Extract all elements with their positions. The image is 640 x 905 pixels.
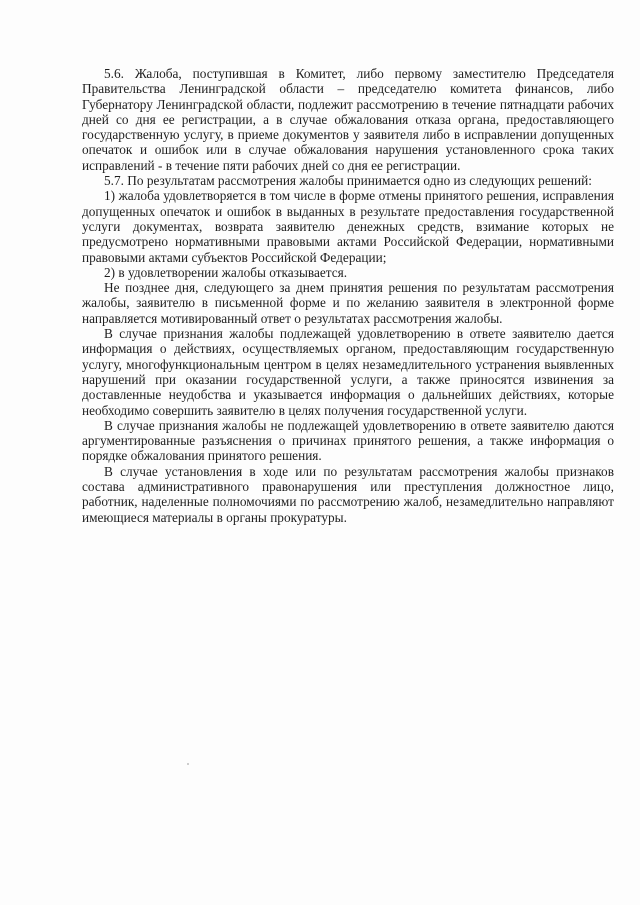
decision-item-2: 2) в удовлетворении жалобы отказывается.	[104, 264, 348, 280]
paragraph-prosecutor-referral: В случае установления в ходе или по результатам рассмотрения жалобы признаков состава административного правонарушения или преступления должностное лицо, работник, наделенные полномочиями по рассмотрению жалоб, незамедлительно направляют имеющиеся материалы в органы прокуратуры.	[82, 463, 614, 525]
paragraph-5-6: 5.6. Жалоба, поступившая в Комитет, либо первому заместителю Председателя Правительства Ленинградской области – председателю комитета финансов, либо Губернатору Ленинградской области, подлежит рассмотрению в течение пятнадцати рабочих дней со дня ее регистрации, а в случае обжалования отказа органа, предоставляющего государственную услугу, в приеме документов у заявителя либо в исправлении допущенных опечаток и ошибок или в случае обжалования нарушения установленного срока таких исправлений - в течение пяти рабочих дней со дня ее регистрации.	[82, 66, 614, 173]
paragraph-5-7: 5.7. По результатам рассмотрения жалобы принимается одно из следующих решений:	[104, 173, 592, 189]
document-body	[82, 66, 614, 525]
decision-item-1: 1) жалоба удовлетворяется в том числе в форме отмены принятого решения, исправления допущенных опечаток и ошибок в выданных в результате предоставления государственной услуги документах, возврата заявителю денежных средств, взимание которых не предусмотрено нормативными правовыми актами Российской Федерации, нормативными правовыми актами субъектов Российской Федерации;	[82, 188, 614, 265]
scan-speck	[187, 763, 189, 765]
paragraph-complaint-rejected: В случае признания жалобы не подлежащей удовлетворению в ответе заявителю даются аргументированные разъяснения о причинах принятого решения, а также информация о порядке обжалования принятого решения.	[82, 417, 614, 464]
paragraph-response-deadline: Не позднее дня, следующего за днем принятия решения по результатам рассмотрения жалобы, заявителю в письменной форме и по желанию заявителя в электронной форме направляется мотивированный ответ о результатах рассмотрения жалобы.	[82, 280, 614, 326]
paragraph-complaint-satisfied: В случае признания жалобы подлежащей удовлетворению в ответе заявителю дается информация о действиях, осуществляемых органом, предоставляющим государственную услугу, многофункциональным центром в целях незамедлительного устранения выявленных нарушений при оказании государственной услуги, а также приносятся извинения за доставленные неудобства и указывается информация о дальнейших действиях, которые необходимо совершить заявителю в целях получения государственной услуги.	[82, 326, 614, 418]
